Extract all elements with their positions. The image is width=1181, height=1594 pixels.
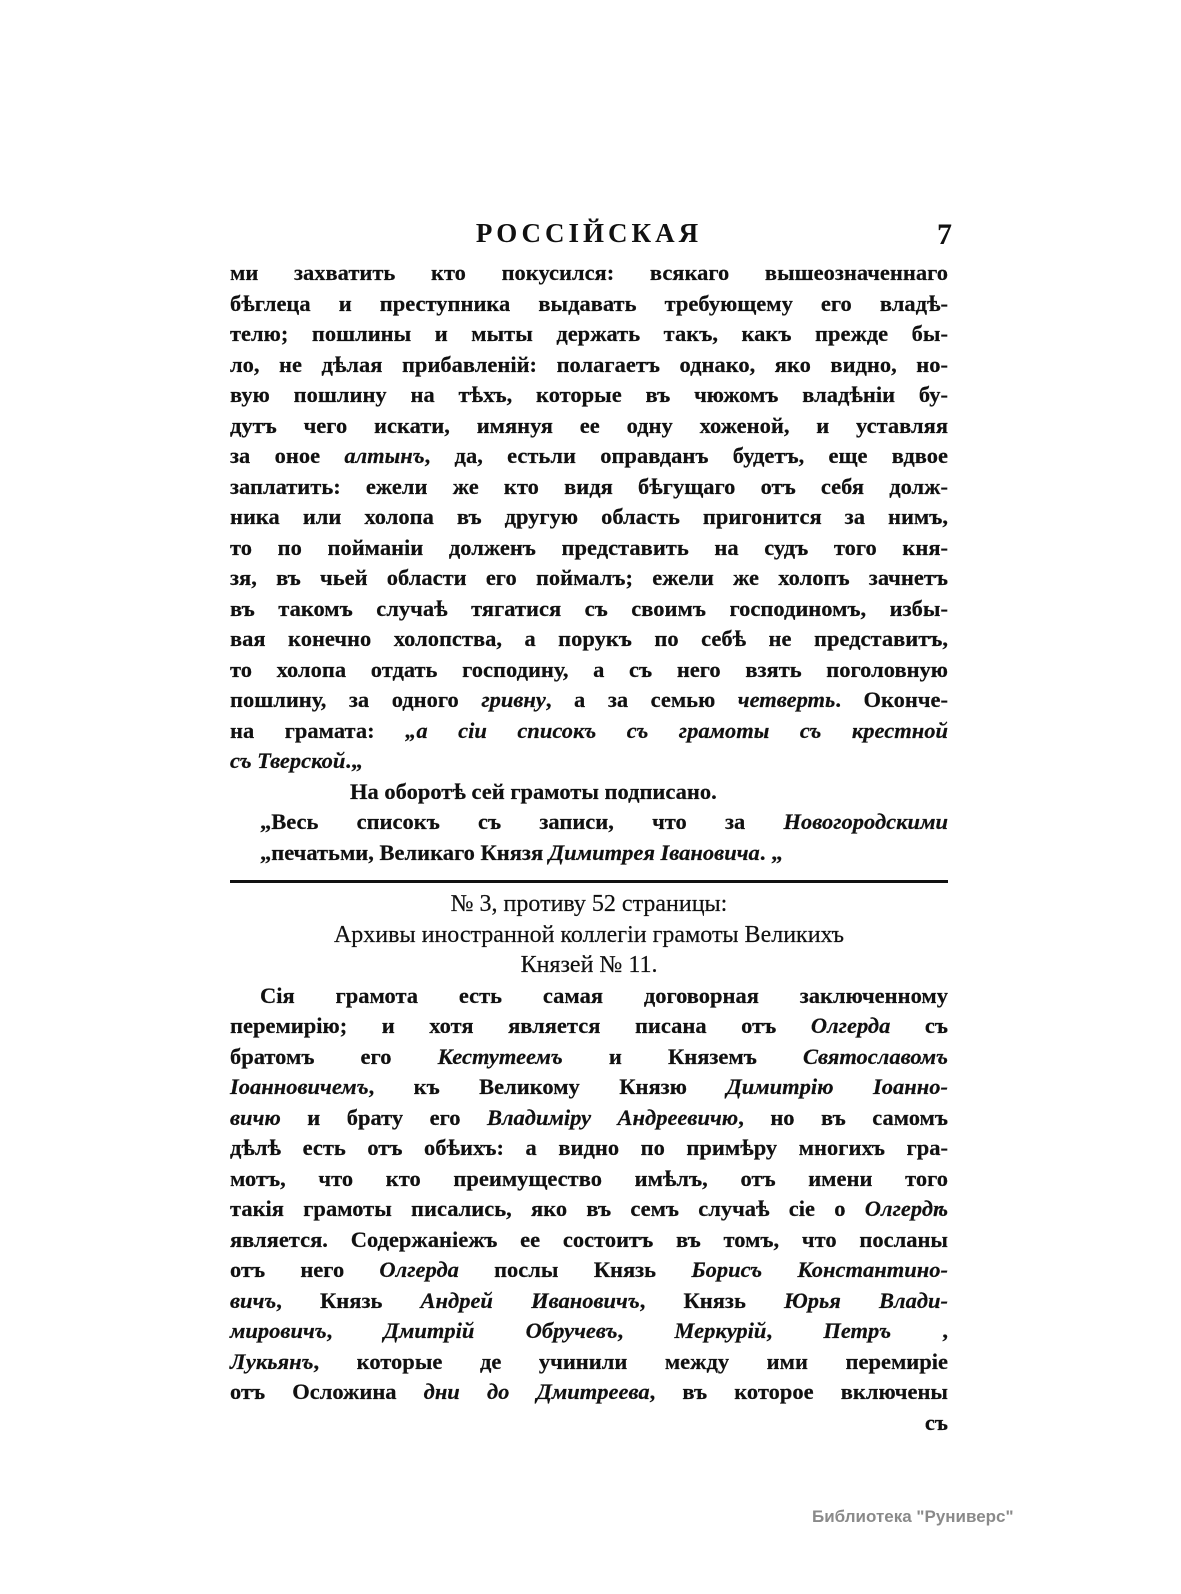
italic-text: съ Тверской: [230, 748, 346, 773]
italic-text: гривну: [481, 687, 546, 712]
text-line: [230, 716, 948, 747]
text: послы Князь: [458, 1257, 692, 1282]
text: отъ Осложина: [230, 1379, 424, 1404]
text: является. Содержаніежъ ее состоитъ въ томъ, что посланы: [230, 1226, 948, 1252]
italic-text: Іоанновичемъ: [230, 1074, 369, 1099]
text-line: [230, 502, 948, 533]
italic-text: Дмитрій Обручевъ: [383, 1318, 618, 1343]
text: такія грамоты писались, яко въ семъ случаѣ сіе о: [230, 1196, 865, 1221]
text-line: [230, 655, 948, 686]
italic-text: Олгердѣ: [864, 1196, 948, 1221]
text: дутъ чего искати, имянуя ее одну хоженой, и уставляя: [230, 412, 948, 438]
text-line: [230, 1347, 948, 1378]
text: , а за семью: [545, 687, 738, 712]
text-line: [230, 1316, 948, 1347]
running-head: [230, 218, 952, 258]
text: съ: [890, 1013, 948, 1038]
text-line: [230, 350, 948, 381]
text: телю; пошлины и мыты держать такъ, какъ прежде бы-: [230, 321, 948, 346]
text-line: [230, 1194, 948, 1225]
text: заплатить: ежели же кто видя бѣгущаго отъ себя долж-: [230, 473, 948, 499]
text: [509, 1379, 536, 1404]
section-heading: [230, 889, 948, 981]
text: ,: [326, 1318, 384, 1343]
text: ника или холопа въ другую область пригонится за нимъ,: [230, 504, 948, 529]
italic-text: Андрей Ивановичъ: [420, 1287, 640, 1313]
italic-text: вичю: [230, 1104, 281, 1130]
text: ,: [766, 1318, 824, 1343]
italic-text: Кестутеемъ: [437, 1043, 563, 1069]
text: пошлину, за одного: [230, 687, 482, 712]
text: братомъ его: [230, 1043, 438, 1069]
italic-text: мировичъ: [230, 1318, 327, 1343]
text: „Весь списокъ съ записи, что за: [260, 809, 784, 834]
text-line: [230, 685, 948, 716]
text-line: [230, 289, 948, 320]
text: . „: [759, 839, 783, 865]
running-title: РОССІЙСКАЯ: [475, 218, 703, 248]
text: и Княземъ: [562, 1043, 803, 1069]
text: перемирію; и хотя является писана отъ: [230, 1013, 811, 1038]
text: то по пойманіи долженъ представить на судъ того кня-: [230, 534, 948, 560]
text-block-charter-end: [230, 258, 948, 777]
text-line: [230, 563, 948, 594]
text-line: [230, 411, 948, 442]
heading-line: Князей № 11.: [520, 952, 658, 978]
text-line: [230, 319, 948, 350]
italic-text: Юрья Влади-: [784, 1287, 948, 1313]
text: „печатьми, Великаго Князя: [260, 839, 549, 865]
italic-text: вичъ: [230, 1287, 277, 1313]
text-line: [230, 380, 948, 411]
italic-text: алтынъ: [344, 443, 425, 468]
text-line: [230, 1103, 948, 1134]
text: , да, естьли оправданъ будетъ, еще вдвое: [424, 443, 948, 468]
italic-text: „а сіи списокъ съ грамоты съ крестной: [405, 717, 948, 743]
italic-text: Олгерда: [379, 1257, 459, 1282]
text-line: [230, 441, 948, 472]
text-line: [230, 1133, 948, 1164]
text: ми захватить кто покусился: всякаго вышеозначеннаго: [230, 260, 948, 285]
text-line: [230, 1377, 948, 1408]
book-page: [230, 218, 952, 1438]
italic-text: Лукьянъ: [230, 1348, 314, 1374]
text: , въ которое включены: [649, 1379, 948, 1404]
text-line: [230, 838, 948, 869]
text-line: [230, 1072, 948, 1103]
italic-text: Петръ: [823, 1318, 892, 1343]
endorsement-intro: На оборотѣ сей грамоты подписано.: [350, 778, 717, 804]
italic-text: Меркурій: [674, 1318, 767, 1343]
text-line: [230, 472, 948, 503]
text-line: [230, 1011, 948, 1042]
text: , къ Великому Князю: [368, 1074, 727, 1099]
text: , но въ самомъ: [738, 1104, 948, 1130]
text: ло, не дѣлая прибавленій: полагаетъ однако, яко видно, но-: [230, 351, 948, 377]
italic-text: Дмитреева: [536, 1379, 650, 1404]
text: ,: [891, 1318, 949, 1343]
text: , Князь: [276, 1287, 421, 1313]
section-body: [230, 981, 948, 1408]
text-line: [230, 594, 948, 625]
library-watermark: Библиотека "Руниверс": [812, 1507, 1014, 1526]
text-line: [230, 533, 948, 564]
text-line: [230, 1042, 948, 1073]
italic-text: Димитрію Іоанно-: [726, 1074, 948, 1099]
text-line: [230, 1286, 948, 1317]
text: отъ него: [230, 1257, 380, 1282]
italic-text: Димитрея Івановича: [548, 839, 760, 865]
text-line: [230, 807, 948, 838]
text: вую пошлину на тѣхъ, которые въ чюжомъ владѣніи бу-: [230, 382, 948, 407]
italic-text: Новогородскими: [783, 809, 948, 834]
text: вая конечно холопства, а порукъ по себѣ не представитъ,: [230, 626, 948, 651]
italic-text: Борисъ Константино-: [691, 1257, 948, 1282]
italic-text: Святославомъ: [802, 1043, 948, 1069]
section-divider: [230, 880, 948, 883]
page-number: 7: [937, 218, 952, 251]
text-line: [230, 1255, 948, 1286]
text: зя, въ чьей области его поймалъ; ежели же холопъ зачнетъ: [230, 565, 948, 590]
text-line: [230, 981, 948, 1012]
italic-text: четверть: [737, 687, 836, 712]
text: на грамата:: [230, 717, 406, 743]
italic-text: Олгерда: [810, 1013, 891, 1038]
text: ,: [617, 1318, 675, 1343]
text: въ такомъ случаѣ тягатися съ своимъ господиномъ, избы-: [230, 595, 948, 621]
italic-text: дни до: [423, 1379, 510, 1404]
catchword: съ: [924, 1409, 948, 1435]
heading-line: Архивы иностранной коллегіи грамоты Великихъ: [333, 921, 845, 948]
endorsement-text: [230, 807, 948, 868]
text-line: [230, 1164, 948, 1195]
text: . Оконче-: [835, 687, 948, 712]
text: , которые де учинили между ими перемиріе: [313, 1348, 948, 1374]
text: , Князь: [639, 1287, 784, 1313]
text: .„: [345, 748, 363, 773]
text: за оное: [230, 443, 345, 468]
italic-text: Владиміру Андреевичю: [486, 1104, 739, 1130]
text: Сія грамота есть самая договорная заключенному: [260, 982, 948, 1008]
text-line: [230, 1225, 948, 1256]
heading-line: № 3, противу 52 страницы:: [450, 891, 728, 917]
text: дѣлѣ есть отъ обѣихъ: а видно по примѣру многихъ гра-: [230, 1135, 948, 1160]
text: мотъ, что кто преимущество имѣлъ, отъ имени того: [230, 1165, 948, 1191]
text-line: [230, 624, 948, 655]
text: то холопа отдать господину, а съ него взять поголовную: [230, 656, 948, 682]
text: и брату его: [280, 1104, 487, 1130]
text: бѣглеца и преступника выдавать требующему его владѣ-: [230, 290, 948, 316]
text-line: [230, 258, 948, 289]
text-line: [230, 746, 948, 777]
